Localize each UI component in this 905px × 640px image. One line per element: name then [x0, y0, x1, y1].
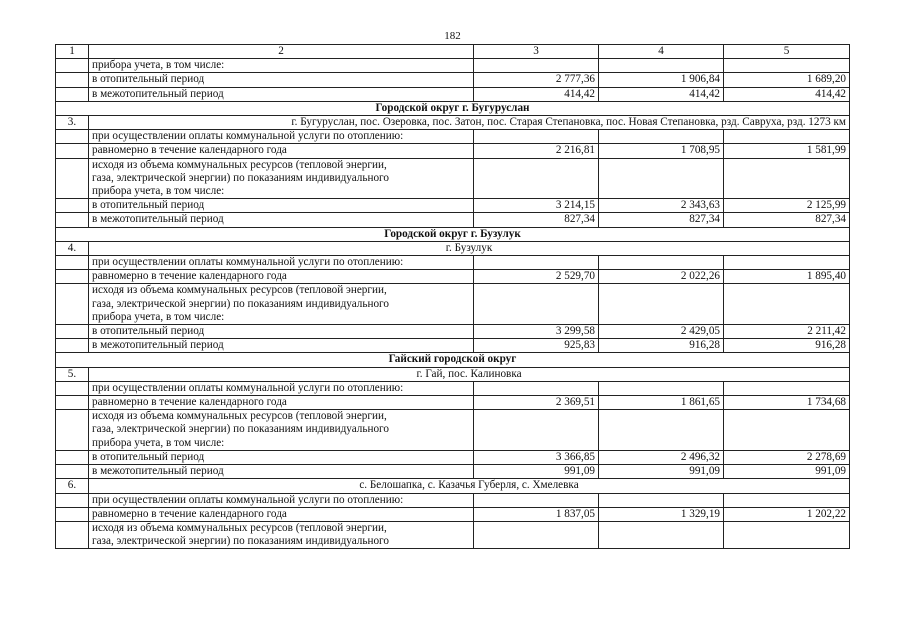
value-col-5: 1 202,22 [724, 507, 850, 521]
value-col-4: 827,34 [599, 213, 724, 227]
value-col-3: 1 837,05 [474, 507, 599, 521]
row-number [56, 284, 89, 325]
table-row [56, 213, 850, 227]
table-row [56, 158, 850, 199]
row-description: при осуществлении оплаты коммунальной услуги по отоплению: [89, 130, 474, 144]
row-number [56, 256, 89, 270]
row-number: 4. [56, 241, 89, 255]
row-number [56, 87, 89, 101]
value-col-4 [599, 284, 724, 325]
value-col-3 [474, 493, 599, 507]
value-col-5: 2 211,42 [724, 325, 850, 339]
section-title: Городской округ г. Бугуруслан [56, 101, 850, 115]
description-line: прибора учета, в том числе: [92, 436, 225, 449]
value-col-3 [474, 381, 599, 395]
table-row [56, 256, 850, 270]
description-line: газа, электрической энергии) по показаниям индивидуального [92, 423, 389, 436]
value-col-5: 414,42 [724, 87, 850, 101]
section-header-row [56, 353, 850, 367]
description-line: исходя из объема коммунальных ресурсов (тепловой энергии, [92, 521, 387, 534]
row-description: равномерно в течение календарного года [89, 144, 474, 158]
row-description [89, 284, 474, 325]
value-col-5 [724, 284, 850, 325]
header-col-5: 5 [724, 45, 850, 59]
value-col-3: 2 777,36 [474, 73, 599, 87]
value-col-4: 2 343,63 [599, 199, 724, 213]
section-title: Городской округ г. Бузулук [56, 227, 850, 241]
locality-row [56, 241, 850, 255]
locality-row [56, 367, 850, 381]
value-col-4: 1 708,95 [599, 144, 724, 158]
row-description [89, 410, 474, 451]
value-col-3: 2 369,51 [474, 396, 599, 410]
locality-name: г. Гай, пос. Калиновка [89, 367, 850, 381]
description-line: исходя из объема коммунальных ресурсов (тепловой энергии, [92, 284, 387, 297]
description-line: газа, электрической энергии) по показаниям индивидуального [92, 171, 389, 184]
value-col-3: 925,83 [474, 339, 599, 353]
table-row [56, 493, 850, 507]
section-title: Гайский городской округ [56, 353, 850, 367]
value-col-5: 2 125,99 [724, 199, 850, 213]
value-col-3 [474, 410, 599, 451]
header-col-4: 4 [599, 45, 724, 59]
row-number [56, 507, 89, 521]
value-col-5 [724, 130, 850, 144]
value-col-4 [599, 493, 724, 507]
row-number [56, 158, 89, 199]
value-col-5: 1 581,99 [724, 144, 850, 158]
value-col-4: 1 329,19 [599, 507, 724, 521]
value-col-3: 2 216,81 [474, 144, 599, 158]
value-col-5: 991,09 [724, 465, 850, 479]
value-col-3 [474, 521, 599, 548]
description-line: газа, электрической энергии) по показаниям индивидуального [92, 535, 389, 548]
table-row [56, 144, 850, 158]
value-col-5 [724, 410, 850, 451]
row-description: в отопительный период [89, 199, 474, 213]
value-col-4: 414,42 [599, 87, 724, 101]
row-description: прибора учета, в том числе: [89, 59, 474, 73]
value-col-4 [599, 410, 724, 451]
value-col-5: 1 689,20 [724, 73, 850, 87]
row-description: равномерно в течение календарного года [89, 507, 474, 521]
row-number [56, 213, 89, 227]
row-description [89, 521, 474, 548]
row-description: в отопительный период [89, 450, 474, 464]
table-row [56, 339, 850, 353]
value-col-4 [599, 256, 724, 270]
row-number [56, 410, 89, 451]
row-number [56, 381, 89, 395]
value-col-3: 3 299,58 [474, 325, 599, 339]
value-col-3 [474, 130, 599, 144]
description-line: газа, электрической энергии) по показаниям индивидуального [92, 297, 389, 310]
value-col-4 [599, 158, 724, 199]
row-description: при осуществлении оплаты коммунальной услуги по отоплению: [89, 381, 474, 395]
header-col-3: 3 [474, 45, 599, 59]
value-col-4 [599, 381, 724, 395]
row-description: в отопительный период [89, 73, 474, 87]
section-header-row [56, 227, 850, 241]
value-col-5 [724, 493, 850, 507]
table-row [56, 381, 850, 395]
locality-row [56, 479, 850, 493]
tariff-table [55, 44, 850, 549]
value-col-3: 414,42 [474, 87, 599, 101]
value-col-4 [599, 521, 724, 548]
table-row [56, 270, 850, 284]
value-col-3 [474, 59, 599, 73]
value-col-3 [474, 256, 599, 270]
row-number [56, 270, 89, 284]
row-description [89, 158, 474, 199]
description-line: исходя из объема коммунальных ресурсов (тепловой энергии, [92, 158, 387, 171]
row-description: при осуществлении оплаты коммунальной услуги по отоплению: [89, 493, 474, 507]
table-row [56, 73, 850, 87]
value-col-3: 3 214,15 [474, 199, 599, 213]
value-col-5: 827,34 [724, 213, 850, 227]
table-row [56, 521, 850, 548]
table-row [56, 396, 850, 410]
row-number [56, 450, 89, 464]
row-description: в межотопительный период [89, 213, 474, 227]
row-number [56, 521, 89, 548]
table-row [56, 59, 850, 73]
value-col-4: 991,09 [599, 465, 724, 479]
table-row [56, 465, 850, 479]
value-col-5: 1 895,40 [724, 270, 850, 284]
value-col-3: 827,34 [474, 213, 599, 227]
value-col-5 [724, 521, 850, 548]
value-col-4: 1 906,84 [599, 73, 724, 87]
value-col-5 [724, 59, 850, 73]
value-col-3: 3 366,85 [474, 450, 599, 464]
value-col-4: 2 496,32 [599, 450, 724, 464]
value-col-3 [474, 284, 599, 325]
row-number [56, 144, 89, 158]
row-number [56, 59, 89, 73]
tariff-table-body [56, 45, 850, 549]
row-number [56, 73, 89, 87]
row-description: в отопительный период [89, 325, 474, 339]
description-line: прибора учета, в том числе: [92, 185, 225, 198]
value-col-4: 916,28 [599, 339, 724, 353]
header-col-2: 2 [89, 45, 474, 59]
value-col-4: 2 022,26 [599, 270, 724, 284]
table-row [56, 87, 850, 101]
value-col-5: 916,28 [724, 339, 850, 353]
row-number [56, 339, 89, 353]
section-header-row [56, 101, 850, 115]
table-header-row [56, 45, 850, 59]
value-col-3: 2 529,70 [474, 270, 599, 284]
row-description: в межотопительный период [89, 339, 474, 353]
row-number: 3. [56, 116, 89, 130]
locality-name: с. Белошапка, с. Казачья Губерля, с. Хмелевка [89, 479, 850, 493]
value-col-4: 2 429,05 [599, 325, 724, 339]
value-col-4 [599, 59, 724, 73]
row-description: в межотопительный период [89, 465, 474, 479]
value-col-5 [724, 256, 850, 270]
table-row [56, 450, 850, 464]
value-col-4 [599, 130, 724, 144]
row-number [56, 199, 89, 213]
description-line: исходя из объема коммунальных ресурсов (тепловой энергии, [92, 410, 387, 423]
locality-row [56, 116, 850, 130]
page-number: 182 [444, 30, 461, 42]
locality-name: г. Бузулук [89, 241, 850, 255]
row-description: при осуществлении оплаты коммунальной услуги по отоплению: [89, 256, 474, 270]
value-col-5: 1 734,68 [724, 396, 850, 410]
row-description: в межотопительный период [89, 87, 474, 101]
row-number [56, 130, 89, 144]
value-col-5: 2 278,69 [724, 450, 850, 464]
value-col-4: 1 861,65 [599, 396, 724, 410]
value-col-3 [474, 158, 599, 199]
value-col-3: 991,09 [474, 465, 599, 479]
value-col-5 [724, 381, 850, 395]
table-row [56, 284, 850, 325]
row-number [56, 396, 89, 410]
locality-name: г. Бугуруслан, пос. Озеровка, пос. Затон, пос. Старая Степановка, пос. Новая Степановка, рзд. Савруха, рзд. 1273 км [89, 116, 850, 130]
table-row [56, 199, 850, 213]
row-number [56, 493, 89, 507]
row-number: 6. [56, 479, 89, 493]
table-row [56, 325, 850, 339]
row-number [56, 465, 89, 479]
table-row [56, 410, 850, 451]
value-col-5 [724, 158, 850, 199]
header-col-1: 1 [56, 45, 89, 59]
row-number [56, 325, 89, 339]
table-row [56, 507, 850, 521]
row-description: равномерно в течение календарного года [89, 396, 474, 410]
row-number: 5. [56, 367, 89, 381]
description-line: прибора учета, в том числе: [92, 310, 225, 323]
row-description: равномерно в течение календарного года [89, 270, 474, 284]
table-row [56, 130, 850, 144]
